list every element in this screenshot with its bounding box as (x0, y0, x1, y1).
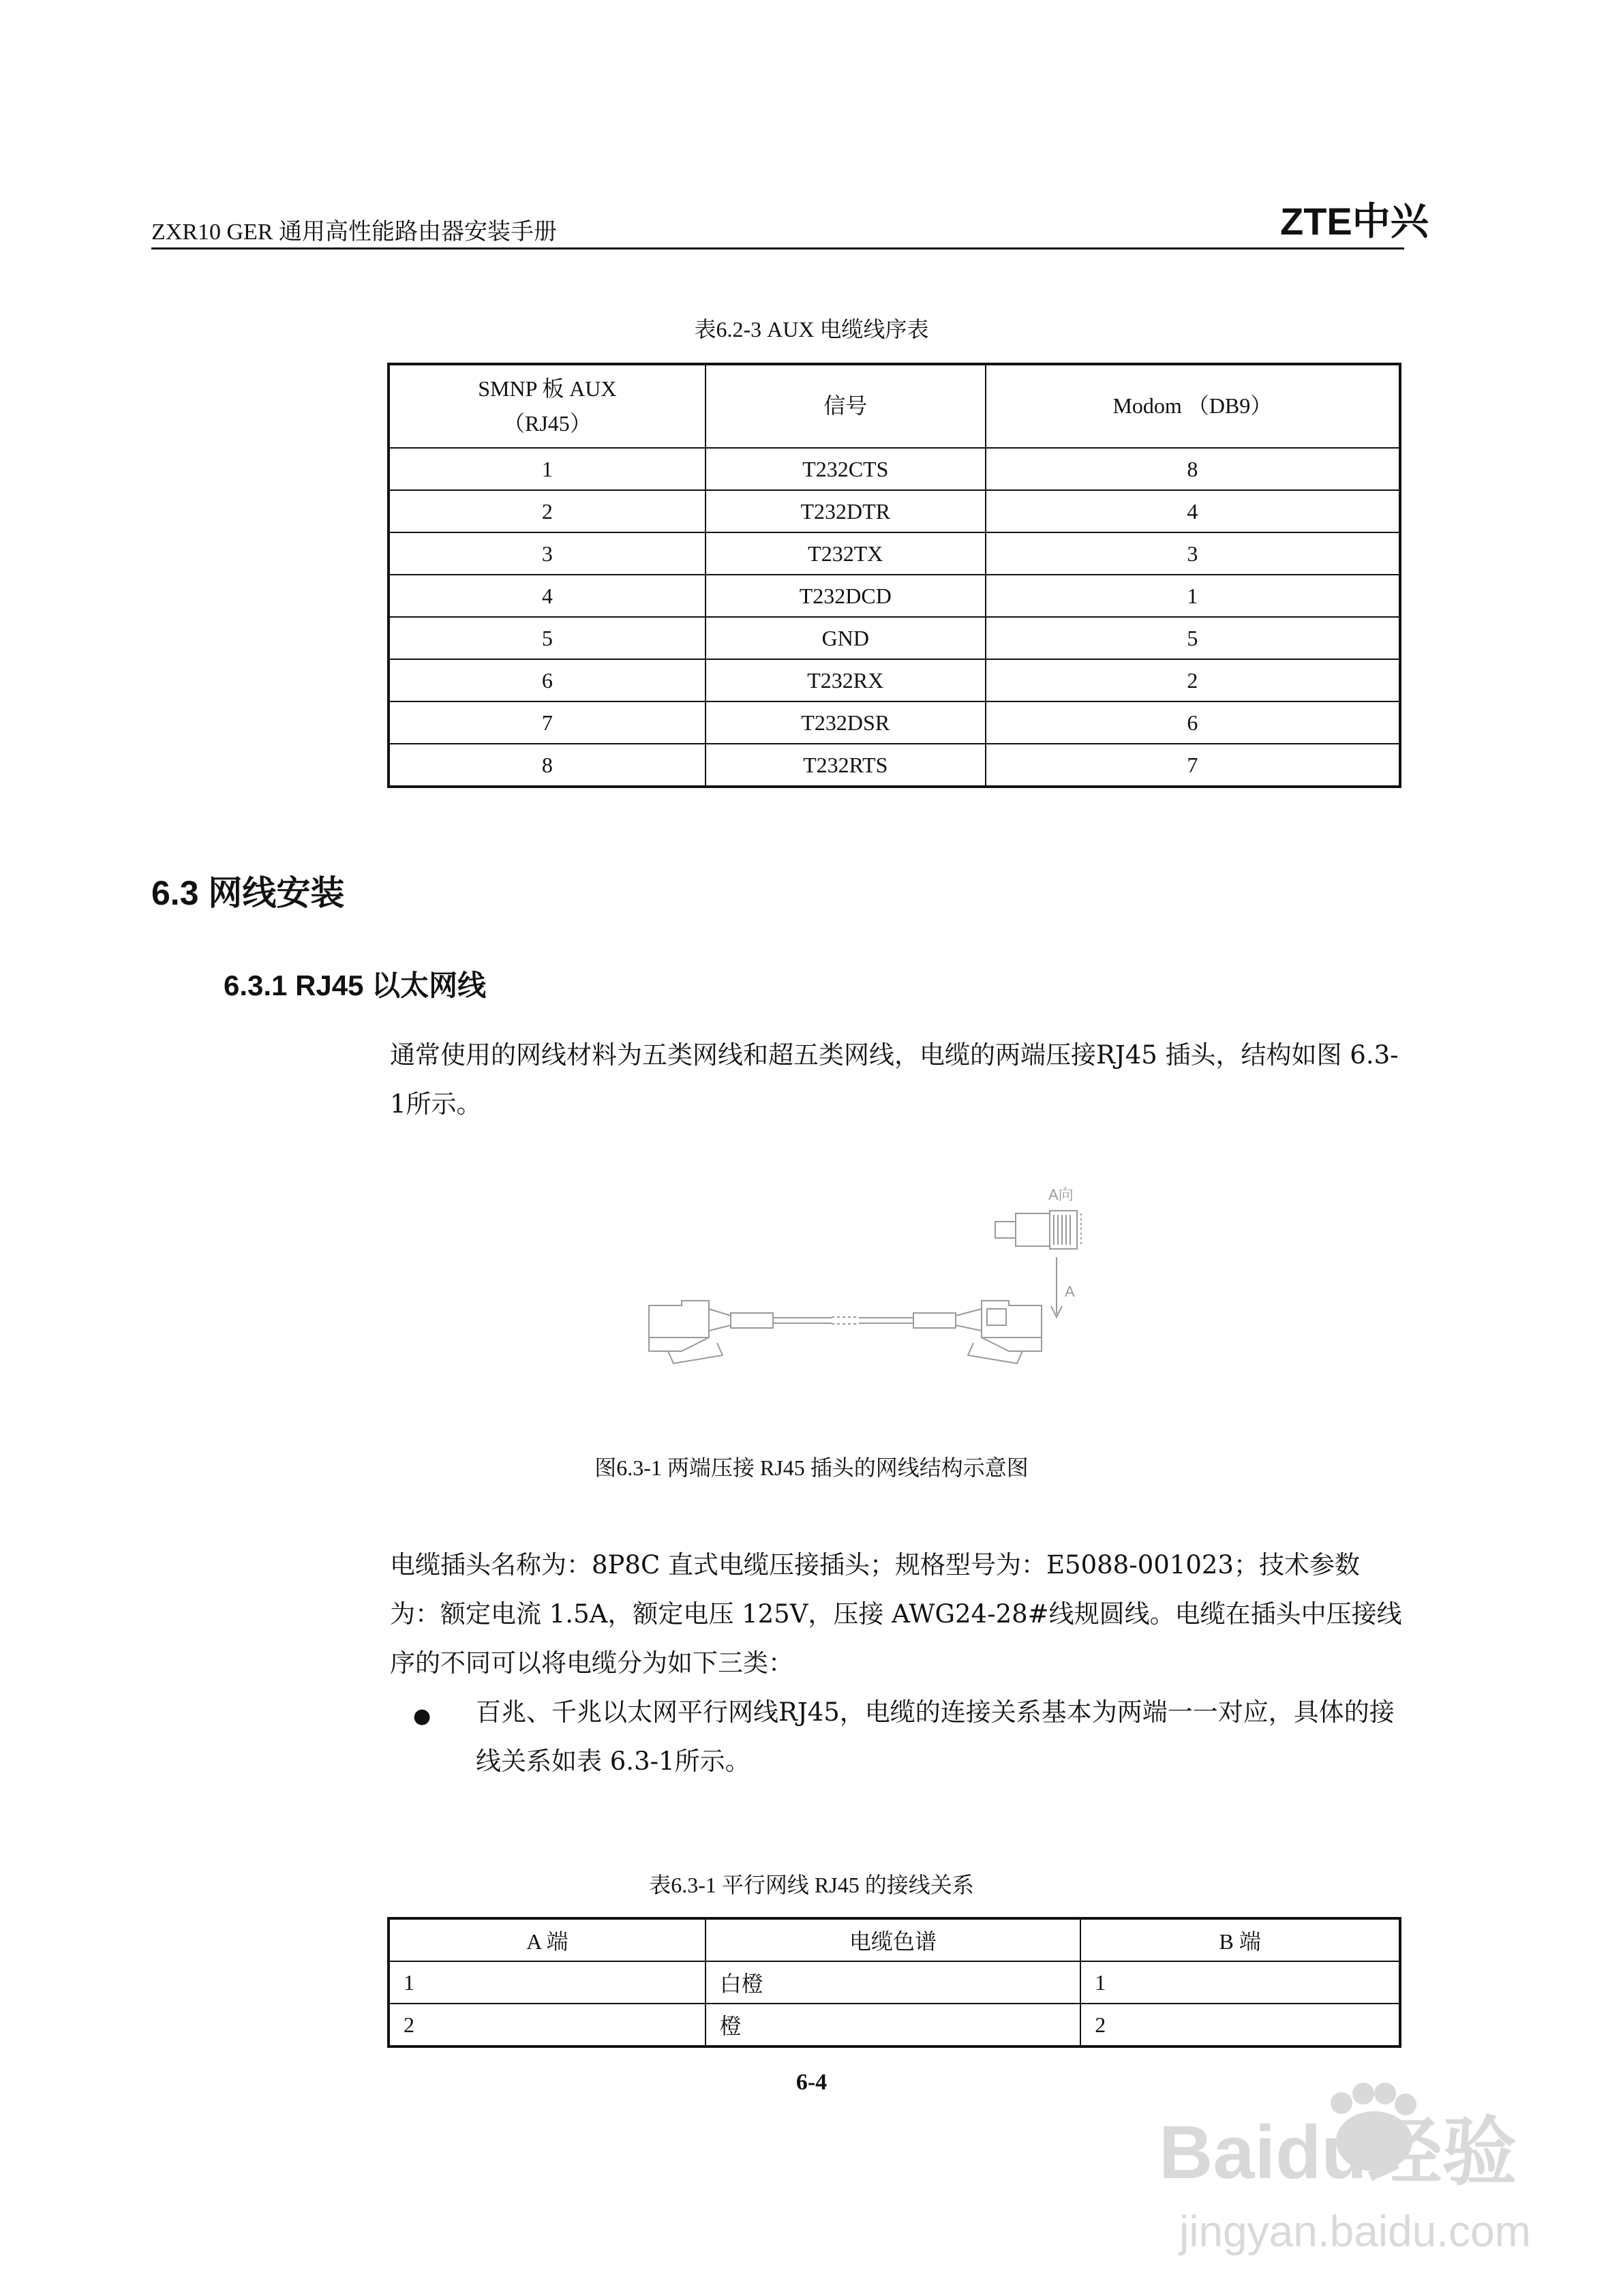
table-cell: 5 (986, 617, 1400, 659)
header-line-2: （RJ45） (502, 411, 592, 436)
table-header-cell: A 端 (389, 1918, 706, 1961)
table-cell: 1 (986, 575, 1400, 617)
table-cell: 5 (389, 617, 706, 659)
table-cell: 2 (389, 490, 706, 532)
table-cell: T232RX (706, 659, 986, 701)
watermark-brand: Baidu经验 (1159, 2111, 1517, 2194)
logo-text: ZTE中兴 (1280, 200, 1429, 243)
baidu-watermark (1159, 2076, 1568, 2267)
page-number: 6-4 (795, 2070, 828, 2095)
table-cell: 8 (986, 448, 1400, 490)
paragraph-intro: 通常使用的网线材料为五类网线和超五类网线，电缆的两端压接RJ45 插头，结构如图 6.3-1所示。 (390, 1040, 1399, 1119)
table-cell: 2 (389, 2004, 706, 2046)
table-cell: 2 (1080, 2004, 1400, 2046)
table-row (389, 532, 1400, 575)
left-plug (649, 1301, 709, 1338)
table-aux (387, 363, 1401, 788)
table-rj45-caption: 表6.3-1 平行网线 RJ45 的接线关系 (649, 1873, 974, 1897)
table-header-cell: B 端 (1080, 1918, 1400, 1961)
table-header-row (389, 364, 1400, 448)
table-cell: 7 (389, 701, 706, 744)
plug-latch (995, 1222, 1016, 1238)
table-cell: 1 (1080, 1961, 1400, 2004)
table-cell: T232DTR (706, 490, 986, 532)
table-cell: 4 (389, 575, 706, 617)
table-cell: 8 (389, 744, 706, 787)
table-cell: 1 (389, 1961, 706, 2004)
table-header-row (389, 1918, 1400, 1961)
table-cell: 3 (389, 532, 706, 575)
table-header-cell: Modom （DB9） (986, 364, 1400, 448)
table-rj45 (387, 1917, 1401, 2048)
table-row (389, 575, 1400, 617)
header-rule (151, 247, 1404, 250)
table-cell: 橙 (706, 2004, 1081, 2046)
table-row (389, 1961, 1400, 2004)
table-header-cell (389, 364, 706, 448)
table-cell: 3 (986, 532, 1400, 575)
table-cell: 2 (986, 659, 1400, 701)
table-cell: 7 (986, 744, 1400, 787)
bullet-item: 百兆、千兆以太网平行网线RJ45，电缆的连接关系基本为两端一一对应，具体的接线关系如表 6.3-1所示。 (476, 1697, 1395, 1776)
paragraph-spec: 电缆插头名称为：8P8C 直式电缆压接插头；规格型号为：E5088-001023；技术参数为：额定电流 1.5A，额定电压 125V，压接 AWG24-28#线规圆线。电缆在插头中压接线序的不同可以将电缆分为如下三类： (390, 1550, 1402, 1678)
table-header-cell: 电缆色谱 (706, 1918, 1081, 1961)
table-cell: T232TX (706, 532, 986, 575)
table-row (389, 617, 1400, 659)
table-cell: T232DCD (706, 575, 986, 617)
table-cell: 6 (986, 701, 1400, 744)
section-heading: 6.3 网线安装 (151, 874, 345, 912)
right-plug (982, 1301, 1042, 1338)
figure-label-a-direction: A向 (1048, 1186, 1074, 1203)
header-title: ZXR10 GER 通用高性能路由器安装手册 (151, 220, 557, 245)
subsection-heading: 6.3.1 RJ45 以太网线 (224, 969, 487, 1001)
figure-label-a: A (1065, 1283, 1075, 1300)
plug-body (1016, 1213, 1050, 1246)
table-cell: T232RTS (706, 744, 986, 787)
table-row (389, 490, 1400, 532)
header-line-1: SMNP 板 AUX (478, 376, 617, 401)
watermark-url: jingyan.baidu.com (1179, 2207, 1531, 2256)
table-cell: 4 (986, 490, 1400, 532)
table-cell: 1 (389, 448, 706, 490)
table-cell: T232DSR (706, 701, 986, 744)
table-row (389, 744, 1400, 787)
table-cell: 白橙 (706, 1961, 1081, 2004)
table-header-cell: 信号 (706, 364, 986, 448)
table-row (389, 2004, 1400, 2046)
table-cell: GND (706, 617, 986, 659)
table-row (389, 701, 1400, 744)
bullet-marker: ● (413, 1704, 431, 1728)
table-aux-caption: 表6.2-3 AUX 电缆线序表 (694, 317, 929, 342)
rj45-cable-figure (641, 1173, 1138, 1425)
table-row (389, 448, 1400, 490)
zte-logo (1280, 198, 1429, 243)
figure-caption: 图6.3-1 两端压接 RJ45 插头的网线结构示意图 (594, 1455, 1029, 1480)
table-cell: T232CTS (706, 448, 986, 490)
table-row (389, 659, 1400, 701)
table-cell: 6 (389, 659, 706, 701)
